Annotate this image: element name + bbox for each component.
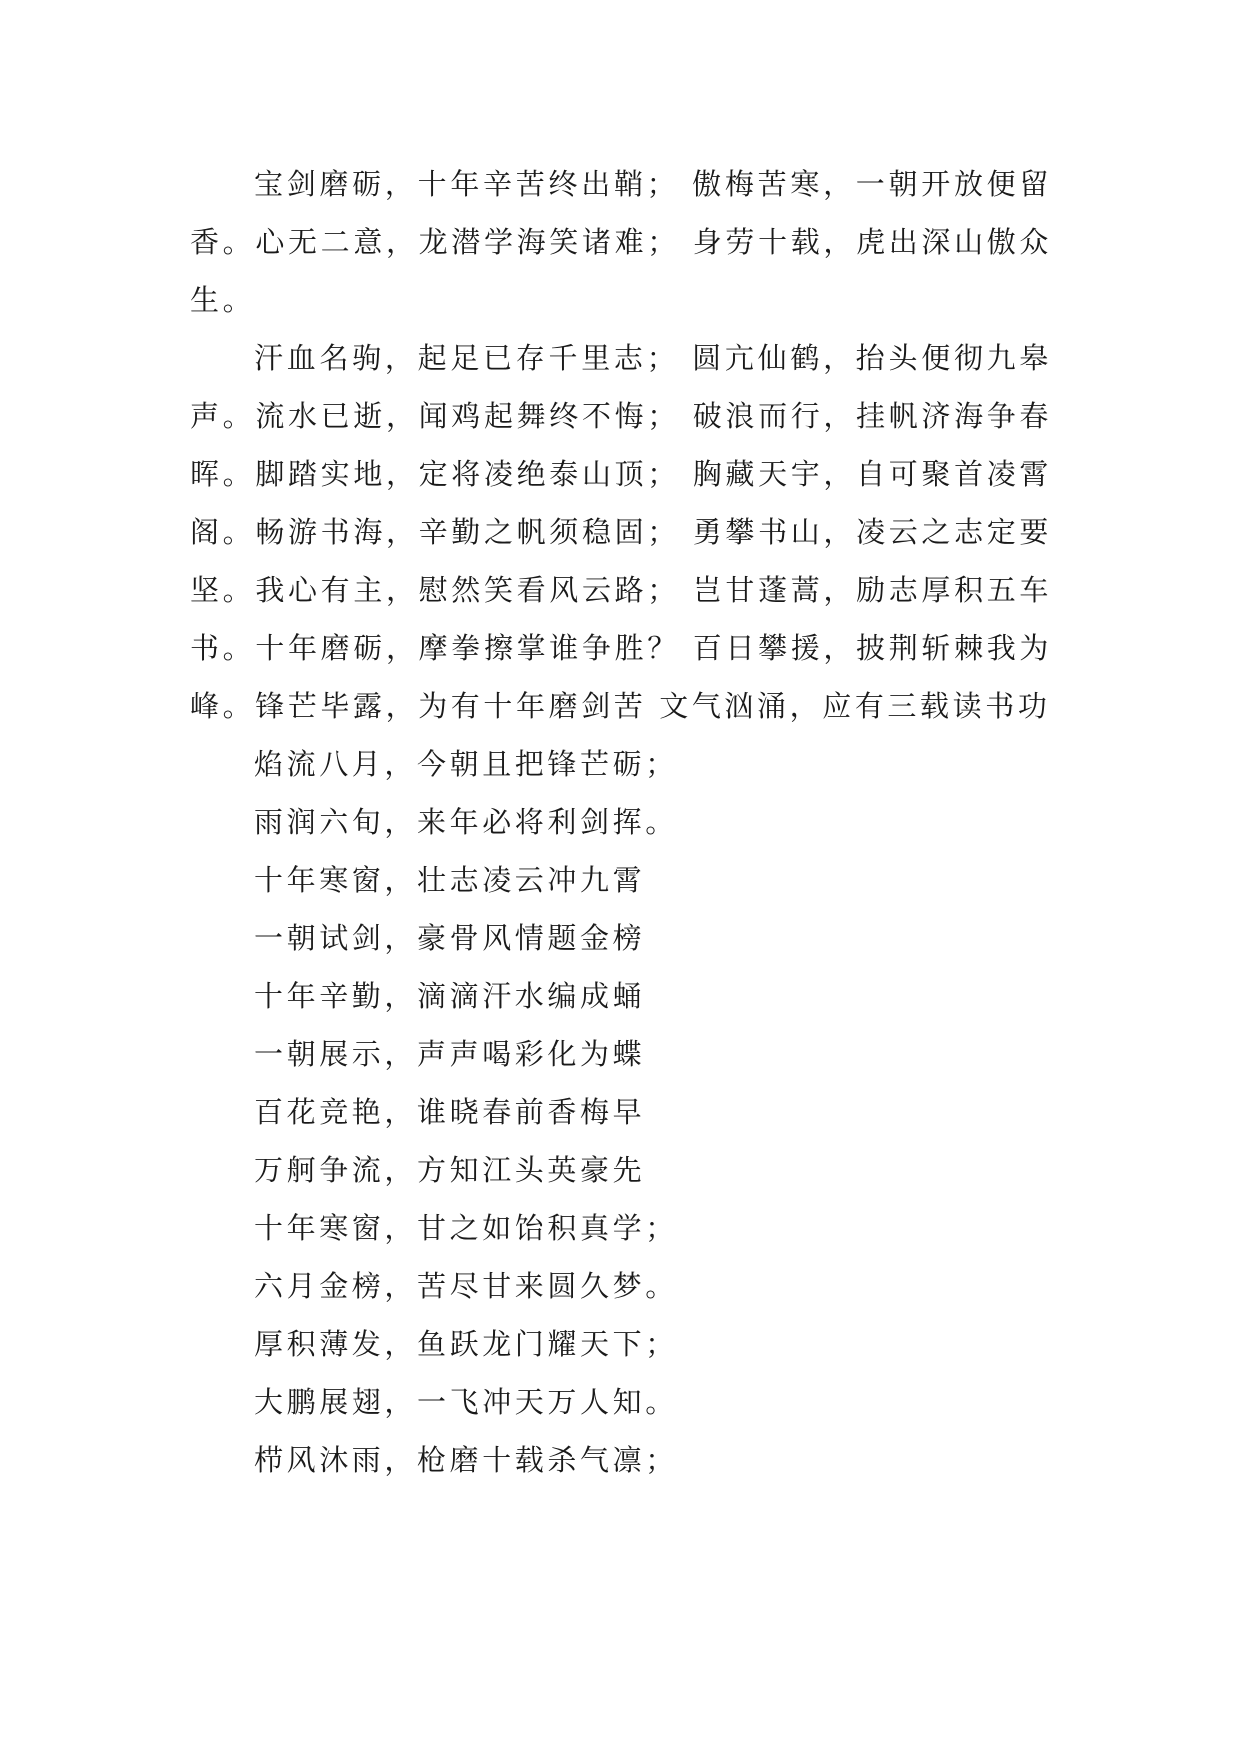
- paragraph-2: 汗血名驹，起足已存千里志； 圆亢仙鹤，抬头便彻九皋声。流水已逝，闻鸡起舞终不悔； 破浪而行，挂帆济海争春晖。脚踏实地，定将凌绝泰山顶； 胸藏天宇，自可聚首凌霄阁。畅游书海，辛勤之帆须稳固； 勇攀书山，凌云之志定要坚。我心有主，慰然笑看风云路； 岂甘蓬蒿，励志厚积五车书。十年磨砺，摩拳擦掌谁争胜？ 百日攀援，披荆斩棘我为峰。锋芒毕露，为有十年磨剑苦 文气汹涌，应有三载读书功: [190, 341, 1052, 723]
- verse-line: 六月金榜，苦尽甘来圆久梦。: [254, 1269, 678, 1303]
- document-body: [190, 155, 1052, 1489]
- verse-line: 百花竞艳，谁晓春前香梅早: [254, 1095, 646, 1129]
- verse-line: 厚积薄发，鱼跃龙门耀天下；: [254, 1327, 678, 1361]
- verse-line: 一朝试剑，豪骨风情题金榜: [254, 921, 646, 955]
- verse-line: 万舸争流，方知江头英豪先: [254, 1153, 646, 1187]
- verse-line: 一朝展示，声声喝彩化为蝶: [254, 1037, 646, 1071]
- verse-line: 大鹏展翅，一飞冲天万人知。: [254, 1385, 678, 1419]
- verse-line: 栉风沐雨，枪磨十载杀气凛；: [254, 1443, 678, 1477]
- verse-line: 十年寒窗，甘之如饴积真学；: [254, 1211, 678, 1245]
- verse-line: 十年寒窗，壮志凌云冲九霄: [254, 863, 646, 897]
- verse-line: 雨润六旬，来年必将利剑挥。: [254, 805, 678, 839]
- paragraph-1: 宝剑磨砺，十年辛苦终出鞘； 傲梅苦寒，一朝开放便留香。心无二意，龙潜学海笑诸难； 身劳十载，虎出深山傲众生。: [190, 167, 1052, 317]
- verse-line: 十年辛勤，滴滴汗水编成蛹: [254, 979, 646, 1013]
- verse-line: 焰流八月，今朝且把锋芒砺；: [254, 747, 678, 781]
